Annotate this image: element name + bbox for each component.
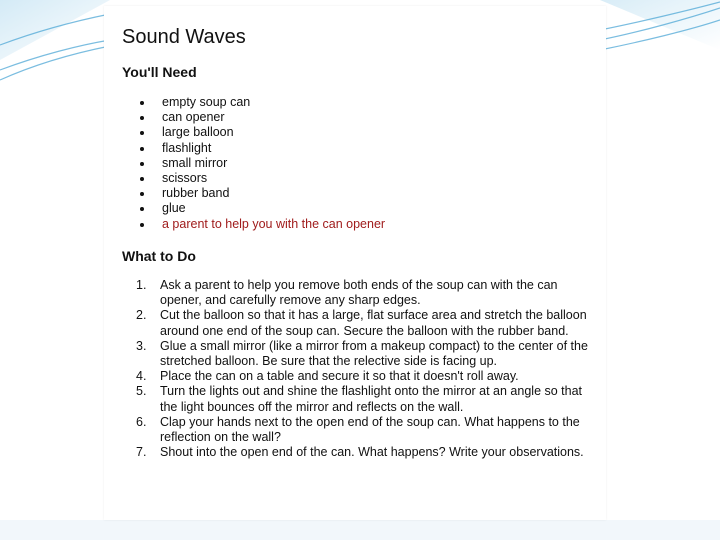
heading-what-to-do: What to Do <box>122 248 196 264</box>
step-text: Place the can on a table and secure it so that it doesn't roll away. <box>160 369 519 384</box>
bottom-band <box>0 520 720 540</box>
list-item: rubber band <box>136 186 385 201</box>
step-number: 5. <box>136 384 147 399</box>
step-number: 7. <box>136 445 147 460</box>
document-page <box>104 6 606 520</box>
step-item <box>136 369 596 384</box>
list-item: can opener <box>136 110 385 125</box>
list-item: small mirror <box>136 156 385 171</box>
list-item: glue <box>136 201 385 216</box>
bullet-icon <box>140 177 144 181</box>
bullet-icon <box>140 207 144 211</box>
step-text: Glue a small mirror (like a mirror from a makeup compact) to the center of the stretched balloon. Be sure that the relective side is facing up. <box>160 338 588 369</box>
list-item: scissors <box>136 171 385 186</box>
step-item <box>136 278 596 308</box>
step-item <box>136 308 596 338</box>
bullet-icon <box>140 101 144 105</box>
step-number: 6. <box>136 414 147 429</box>
step-item <box>136 384 596 414</box>
step-text: Clap your hands next to the open end of the soup can. What happens to the reflection on the wall? <box>160 414 580 445</box>
list-item-parent-help: a parent to help you with the can opener <box>136 217 385 232</box>
step-text: Shout into the open end of the can. What happens? Write your observations. <box>160 445 584 460</box>
step-number: 4. <box>136 369 147 384</box>
list-item: empty soup can <box>136 95 385 110</box>
step-number: 2. <box>136 308 147 323</box>
document-title: Sound Waves <box>122 26 246 48</box>
step-text: Ask a parent to help you remove both ends of the soup can with the can opener, and carefully remove any sharp edges. <box>160 278 558 308</box>
bullet-icon <box>140 162 144 166</box>
bullet-icon <box>140 116 144 120</box>
step-text: Turn the lights out and shine the flashlight onto the mirror at an angle so that the light bounces off the mirror and reflects on the wall. <box>160 384 583 414</box>
step-item <box>136 445 596 460</box>
list-item: large balloon <box>136 125 385 140</box>
instructions-list <box>136 278 596 460</box>
bullet-icon <box>140 223 144 227</box>
step-item <box>136 415 596 445</box>
materials-list <box>136 95 385 232</box>
bullet-icon <box>140 131 144 135</box>
bullet-icon <box>140 192 144 196</box>
list-item: flashlight <box>136 141 385 156</box>
bullet-icon <box>140 147 144 151</box>
step-text: Cut the balloon so that it has a large, flat surface area and stretch the balloon around one end of the soup can. Secure the balloon with the rubber band. <box>160 308 587 338</box>
step-item <box>136 339 596 369</box>
step-number: 1. <box>136 278 147 292</box>
heading-you-will-need: You'll Need <box>122 64 197 80</box>
step-number: 3. <box>136 338 147 353</box>
